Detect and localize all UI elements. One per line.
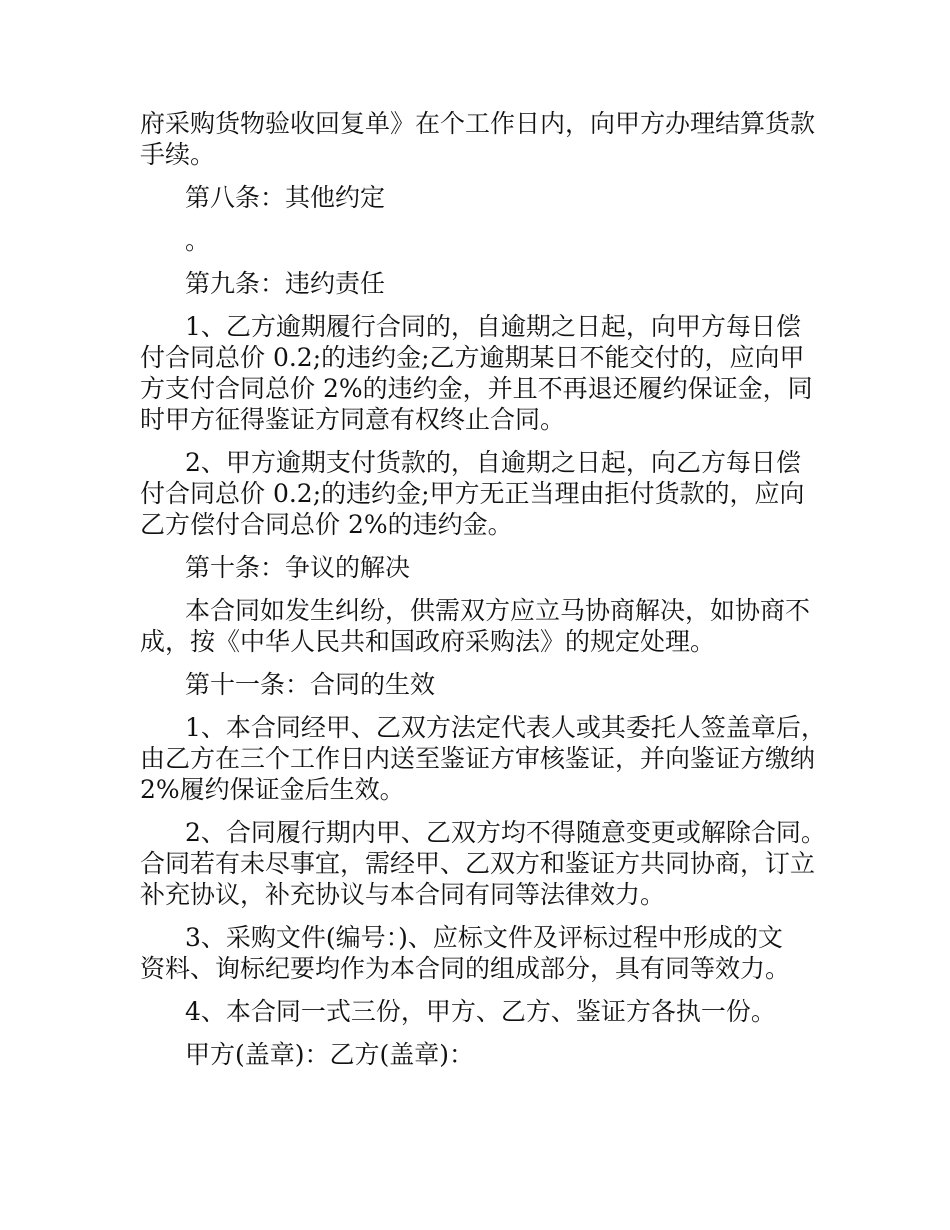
contract-page — [140, 108, 826, 1082]
article-9-clause-1 — [140, 311, 820, 435]
article-11-clause-4: 4、本合同一式三份，甲方、乙方、鉴证方各执一份。 — [185, 997, 776, 1026]
text-line: 补充协议，补充协议与本合同有同等法律效力。 — [140, 880, 666, 909]
article-11-heading: 第十一条：合同的生效 — [185, 670, 436, 699]
article-8-body: 。 — [185, 226, 211, 255]
text-line: 资料、询标纪要均作为本合同的组成部分，具有同等效力。 — [140, 954, 791, 983]
text-line: 1、乙方逾期履行合同的，自逾期之日起，向甲方每日偿 — [185, 312, 801, 341]
text-line: 时甲方征得鉴证方同意有权终止合同。 — [140, 405, 566, 434]
text-line: 本合同如发生纠纷，供需双方应立马协商解决，如协商不 — [185, 596, 811, 625]
text-line: 2%履约保证金后生效。 — [140, 775, 405, 804]
text-line: 府采购货物验收回复单》在个工作日内，向甲方办理结算货款 — [140, 109, 816, 138]
text-line: 手续。 — [140, 140, 216, 169]
text-line: 3、采购文件(编号：)、应标文件及评标过程中形成的文 — [185, 923, 783, 952]
text-line: 付合同总价 0.2;的违约金;甲方无正当理由拒付货款的，应向 — [140, 479, 805, 508]
article-11-clause-2 — [140, 817, 826, 910]
article-11-clause-3 — [140, 922, 820, 984]
article-9-clause-2 — [140, 447, 820, 540]
text-line: 由乙方在三个工作日内送至鉴证方审核鉴证，并向鉴证方缴纳 — [140, 744, 816, 773]
text-line: 方支付合同总价 2%的违约金，并且不再退还履约保证金，同 — [140, 374, 813, 403]
text-line: 成，按《中华人民共和国政府采购法》的规定处理。 — [140, 627, 716, 656]
text-line: 2、甲方逾期支付货款的，自逾期之日起，向乙方每日偿 — [185, 448, 801, 477]
article-9-heading: 第九条：违约责任 — [185, 269, 386, 298]
text-line: 1、本合同经甲、乙双方法定代表人或其委托人签盖章后， — [185, 713, 826, 742]
continuation-paragraph — [140, 108, 820, 170]
text-line: 2、合同履行期内甲、乙双方均不得随意变更或解除合同。 — [185, 818, 826, 847]
article-10-heading: 第十条：争议的解决 — [185, 553, 411, 582]
text-line: 付合同总价 0.2;的违约金;乙方逾期某日不能交付的，应向甲 — [140, 343, 805, 372]
article-8-heading: 第八条：其他约定 — [185, 183, 386, 212]
text-line: 乙方偿付合同总价 2%的违约金。 — [140, 510, 513, 539]
article-10-body — [140, 595, 820, 657]
article-11-clause-1 — [140, 712, 826, 805]
text-line: 合同若有未尽事宜，需经甲、乙双方和鉴证方共同协商，订立 — [140, 849, 816, 878]
signature-line: 甲方(盖章)：乙方(盖章)： — [185, 1040, 475, 1069]
